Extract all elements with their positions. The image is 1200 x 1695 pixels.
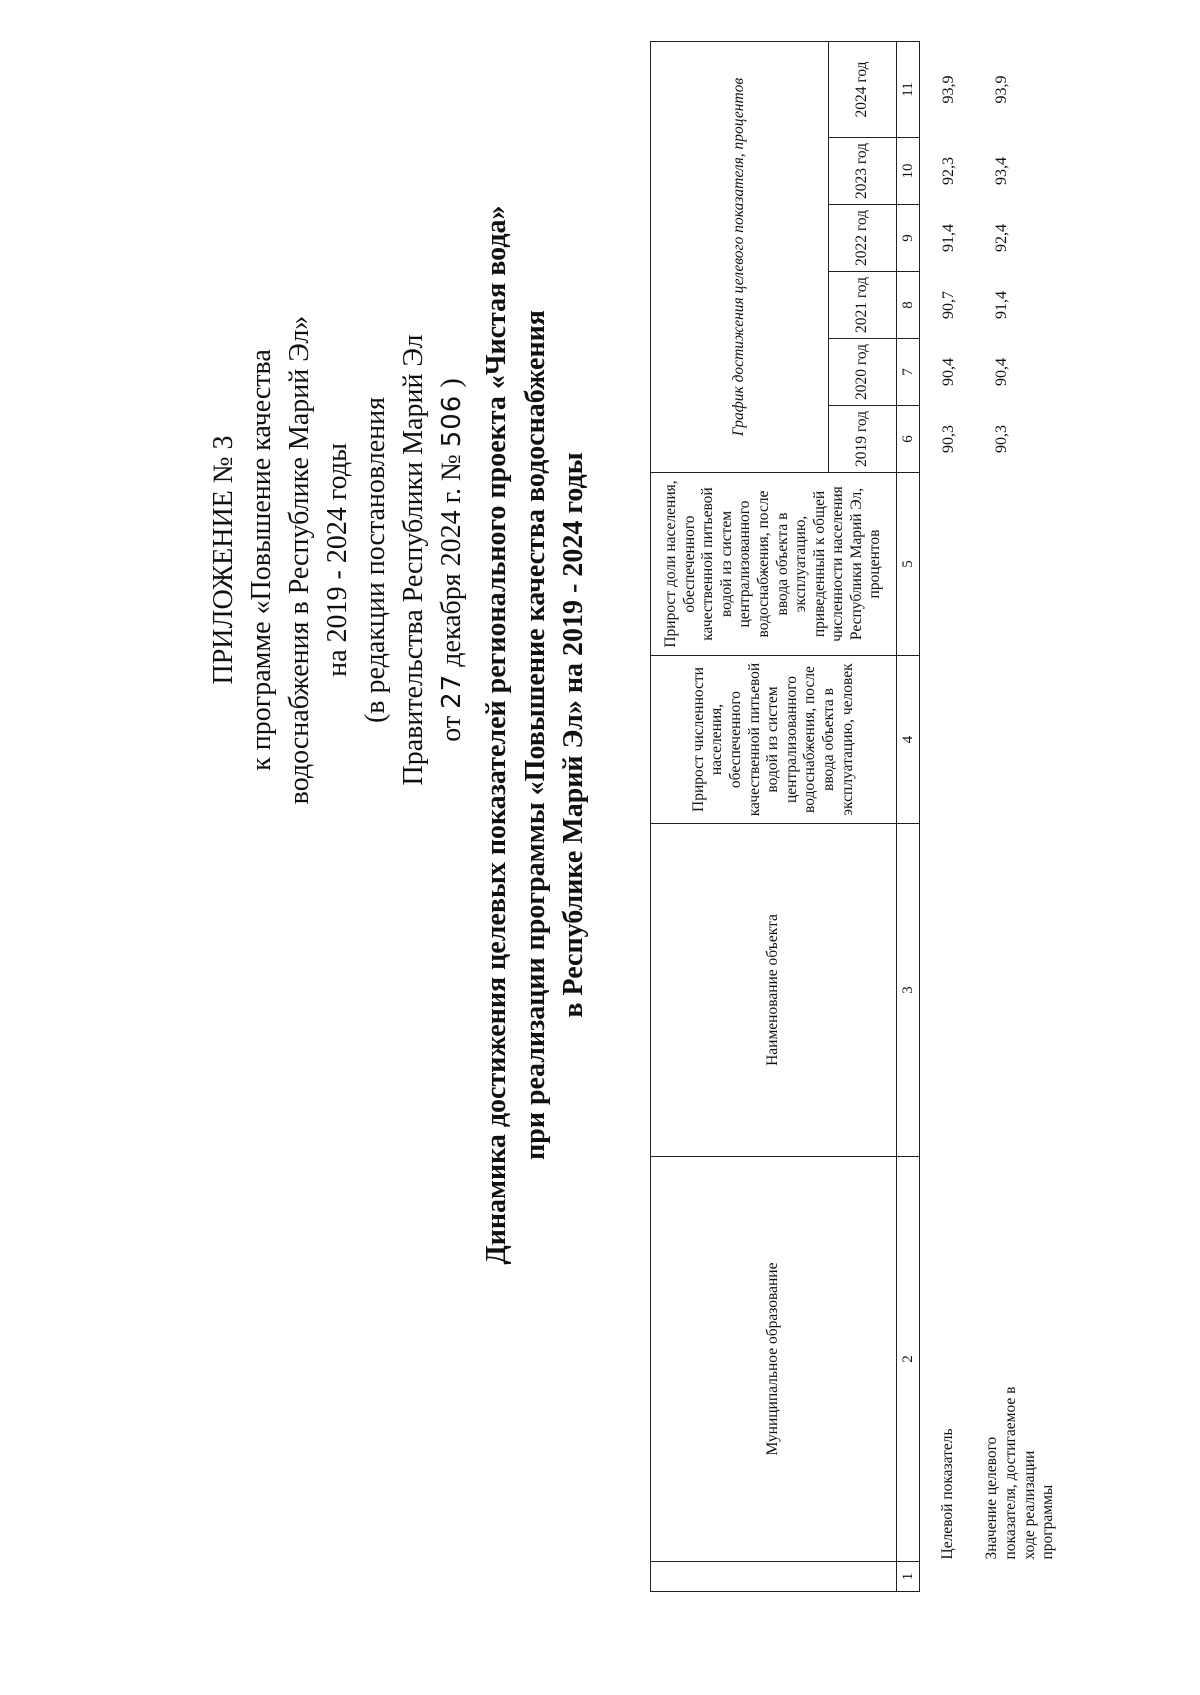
empty-cell <box>920 1562 978 1592</box>
column-number: 5 <box>897 473 920 656</box>
decree-suffix: ) <box>436 378 468 388</box>
value-cell: 93,4 <box>992 157 1010 185</box>
column-number: 4 <box>897 656 920 824</box>
column-number: 8 <box>897 272 920 339</box>
indicators-table <box>650 41 1064 1592</box>
header-schedule: График достижения целевого показателя, процентов <box>651 42 829 473</box>
decree-day: 27 <box>437 673 468 709</box>
column-number: 1 <box>897 1562 920 1592</box>
value-cell: 93,9 <box>992 75 1010 104</box>
document-title <box>478 195 594 1275</box>
table-header-row <box>651 42 829 1592</box>
header-blank-cell <box>651 1562 897 1592</box>
value-cell: 90,3 <box>992 425 1010 453</box>
column-number: 6 <box>897 406 920 473</box>
column-number: 9 <box>897 205 920 272</box>
appendix-note <box>205 210 472 910</box>
value-cell: 90,3 <box>940 425 958 453</box>
value-cell: 92,4 <box>992 224 1010 252</box>
appendix-edition-line: Правительства Республики Марий Эл <box>398 334 430 786</box>
header-population-growth: Прирост численности населения, обеспеченного качественной питьевой водой из систем централизованного водоснабжения, после ввода объекта в эксплуатацию, человек <box>651 656 897 824</box>
value-cell: 91,4 <box>992 291 1010 319</box>
header-municipality: Муниципальное образование <box>651 1157 897 1562</box>
empty-cell <box>978 473 1064 656</box>
column-number: 2 <box>897 1157 920 1562</box>
header-year: 2022 год <box>829 205 897 272</box>
header-year: 2020 год <box>829 339 897 406</box>
title-line: в Республике Марий Эл» на 2019 - 2024 годы <box>558 452 590 1018</box>
empty-cell <box>920 473 978 656</box>
row-label: Целевой показатель <box>939 1428 957 1560</box>
header-year: 2023 год <box>829 138 897 205</box>
header-year: 2024 год <box>829 42 897 138</box>
header-object-name: Наименование объекта <box>651 824 897 1157</box>
value-cell: 90,7 <box>940 291 958 319</box>
table-row <box>978 42 1064 1592</box>
value-cell: 93,9 <box>940 75 958 104</box>
title-line: при реализации программы «Повышение качества водоснабжения <box>519 310 551 1160</box>
value-cell: 91,4 <box>940 224 958 252</box>
appendix-program-line: к программе «Повышение качества <box>246 349 278 771</box>
header-year: 2021 год <box>829 272 897 339</box>
value-cell: 90,4 <box>992 358 1010 386</box>
column-number: 3 <box>897 824 920 1157</box>
decree-month-year: декабря 2024 г. № <box>436 454 468 667</box>
appendix-edition-line: (в редакции постановления <box>360 396 392 724</box>
row-label: Значение целевого показателя, достигаемое в ходе реализации программы <box>983 1386 1057 1560</box>
row-label-cell <box>978 656 1064 1562</box>
table-row <box>920 42 978 1592</box>
decree-prefix: от <box>436 715 468 742</box>
empty-cell <box>978 1562 1064 1592</box>
value-cell: 90,4 <box>940 358 958 386</box>
column-number: 11 <box>897 42 920 138</box>
title-line: Динамика достижения целевых показателей регионального проекта «Чистая вода» <box>481 205 512 1265</box>
header-share-growth: Прирост доли населения, обеспеченного качественной питьевой водой из систем централизованного водоснабжения, после ввода объекта в эксплуатацию, приведенный к общей численности населения Республики Марий Эл, процентов <box>651 473 897 656</box>
header-year: 2019 год <box>829 406 897 473</box>
appendix-number: ПРИЛОЖЕНИЕ № 3 <box>208 435 239 685</box>
decree-number: 506 <box>437 394 468 448</box>
column-numbers-row <box>897 42 920 1592</box>
appendix-program-line: водоснабжения в Республике Марий Эл» <box>284 315 316 805</box>
column-number: 7 <box>897 339 920 406</box>
column-number: 10 <box>897 138 920 205</box>
value-cell: 92,3 <box>940 157 958 185</box>
appendix-program-period: на 2019 - 2024 годы <box>322 443 354 677</box>
appendix-decree-date <box>433 210 471 910</box>
